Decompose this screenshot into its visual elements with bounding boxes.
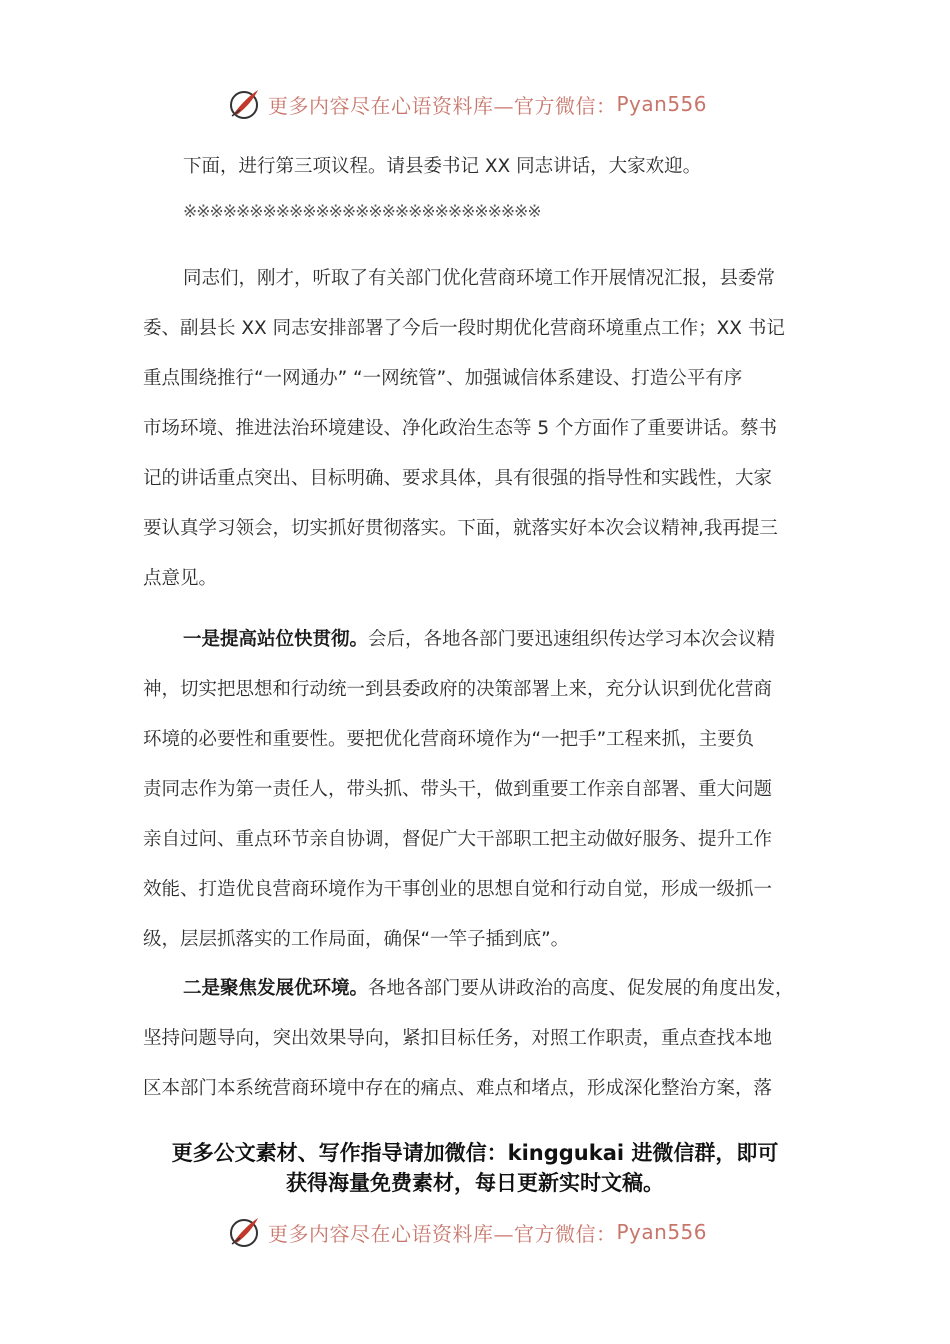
paragraph1-line: 市场环境、推进法治环境建设、净化政治生态等 5 个方面作了重要讲话。蔡书 [143,418,778,439]
paragraph2-line: 效能、打造优良营商环境作为干事创业的思想自觉和行动自觉，形成一级抓一 [143,879,773,900]
watermark-wechat-id: Pyan556 [616,1220,708,1244]
paragraph3-first-line [183,974,794,1000]
watermark-wechat-id: Pyan556 [616,92,708,116]
quill-logo-icon [226,86,262,122]
paragraph1-line: 记的讲话重点突出、目标明确、要求具体，具有很强的指导性和实践性，大家 [143,468,773,489]
footer-watermark [226,1212,746,1252]
paragraph1-line: 委、副县长 XX 同志安排部署了今后一段时期优化营商环境重点工作；XX 书记 [143,318,785,339]
promo-note-line: 更多公文素材、写作指导请加微信：kinggukai 进微信群，即可 [171,1141,779,1165]
paragraph3-first-line-text: 各地各部门要从讲政治的高度、促发展的角度出发， [368,978,794,999]
paragraph1-line: 重点围绕推行“一网通办” “一网统管”、加强诚信体系建设、打造公平有序 [143,368,743,389]
opening-line: 下面，进行第三项议程。请县委书记 XX 同志讲话，大家欢迎。 [183,156,702,177]
quill-logo-icon [226,1214,262,1250]
paragraph2-first-line-text: 会后，各地各部门要迅速组织传达学习本次会议精 [368,629,776,650]
header-watermark [226,84,746,124]
paragraph1-line: 同志们，刚才，听取了有关部门优化营商环境工作开展情况汇报，县委常 [183,268,776,289]
separator-line: ※※※※※※※※※※※※※※※※※※※※※※※※※※※ [183,202,541,222]
paragraph2-line: 亲自过问、重点环节亲自协调，督促广大干部职工把主动做好服务、提升工作 [143,829,773,850]
paragraph2-first-line [183,625,775,651]
paragraph2-line: 级，层层抓落实的工作局面，确保“一竿子插到底”。 [143,929,570,950]
watermark-text: 更多内容尽在心语资料库—官方微信： [268,93,617,118]
watermark-text: 更多内容尽在心语资料库—官方微信： [268,1221,617,1246]
paragraph3-heading: 二是聚焦发展优环境。 [183,978,369,999]
paragraph2-line: 责同志作为第一责任人，带头抓、带头干，做到重要工作亲自部署、重大问题 [143,779,773,800]
paragraph2-heading: 一是提高站位快贯彻。 [183,629,369,650]
promo-note-line: 获得海量免费素材，每日更新实时文稿。 [286,1171,664,1195]
paragraph1-line: 要认真学习领会，切实抓好贯彻落实。下面，就落实好本次会议精神,我再提三 [143,518,778,539]
paragraph2-line: 神，切实把思想和行动统一到县委政府的决策部署上来，充分认识到优化营商 [143,679,773,700]
paragraph3-line: 区本部门本系统营商环境中存在的痛点、难点和堵点，形成深化整治方案，落 [143,1078,773,1099]
paragraph1-line: 点意见。 [143,568,218,589]
paragraph2-line: 环境的必要性和重要性。要把优化营商环境作为“一把手”工程来抓，主要负 [143,729,755,750]
paragraph3-line: 坚持问题导向，突出效果导向，紧扣目标任务，对照工作职责，重点查找本地 [143,1028,773,1049]
